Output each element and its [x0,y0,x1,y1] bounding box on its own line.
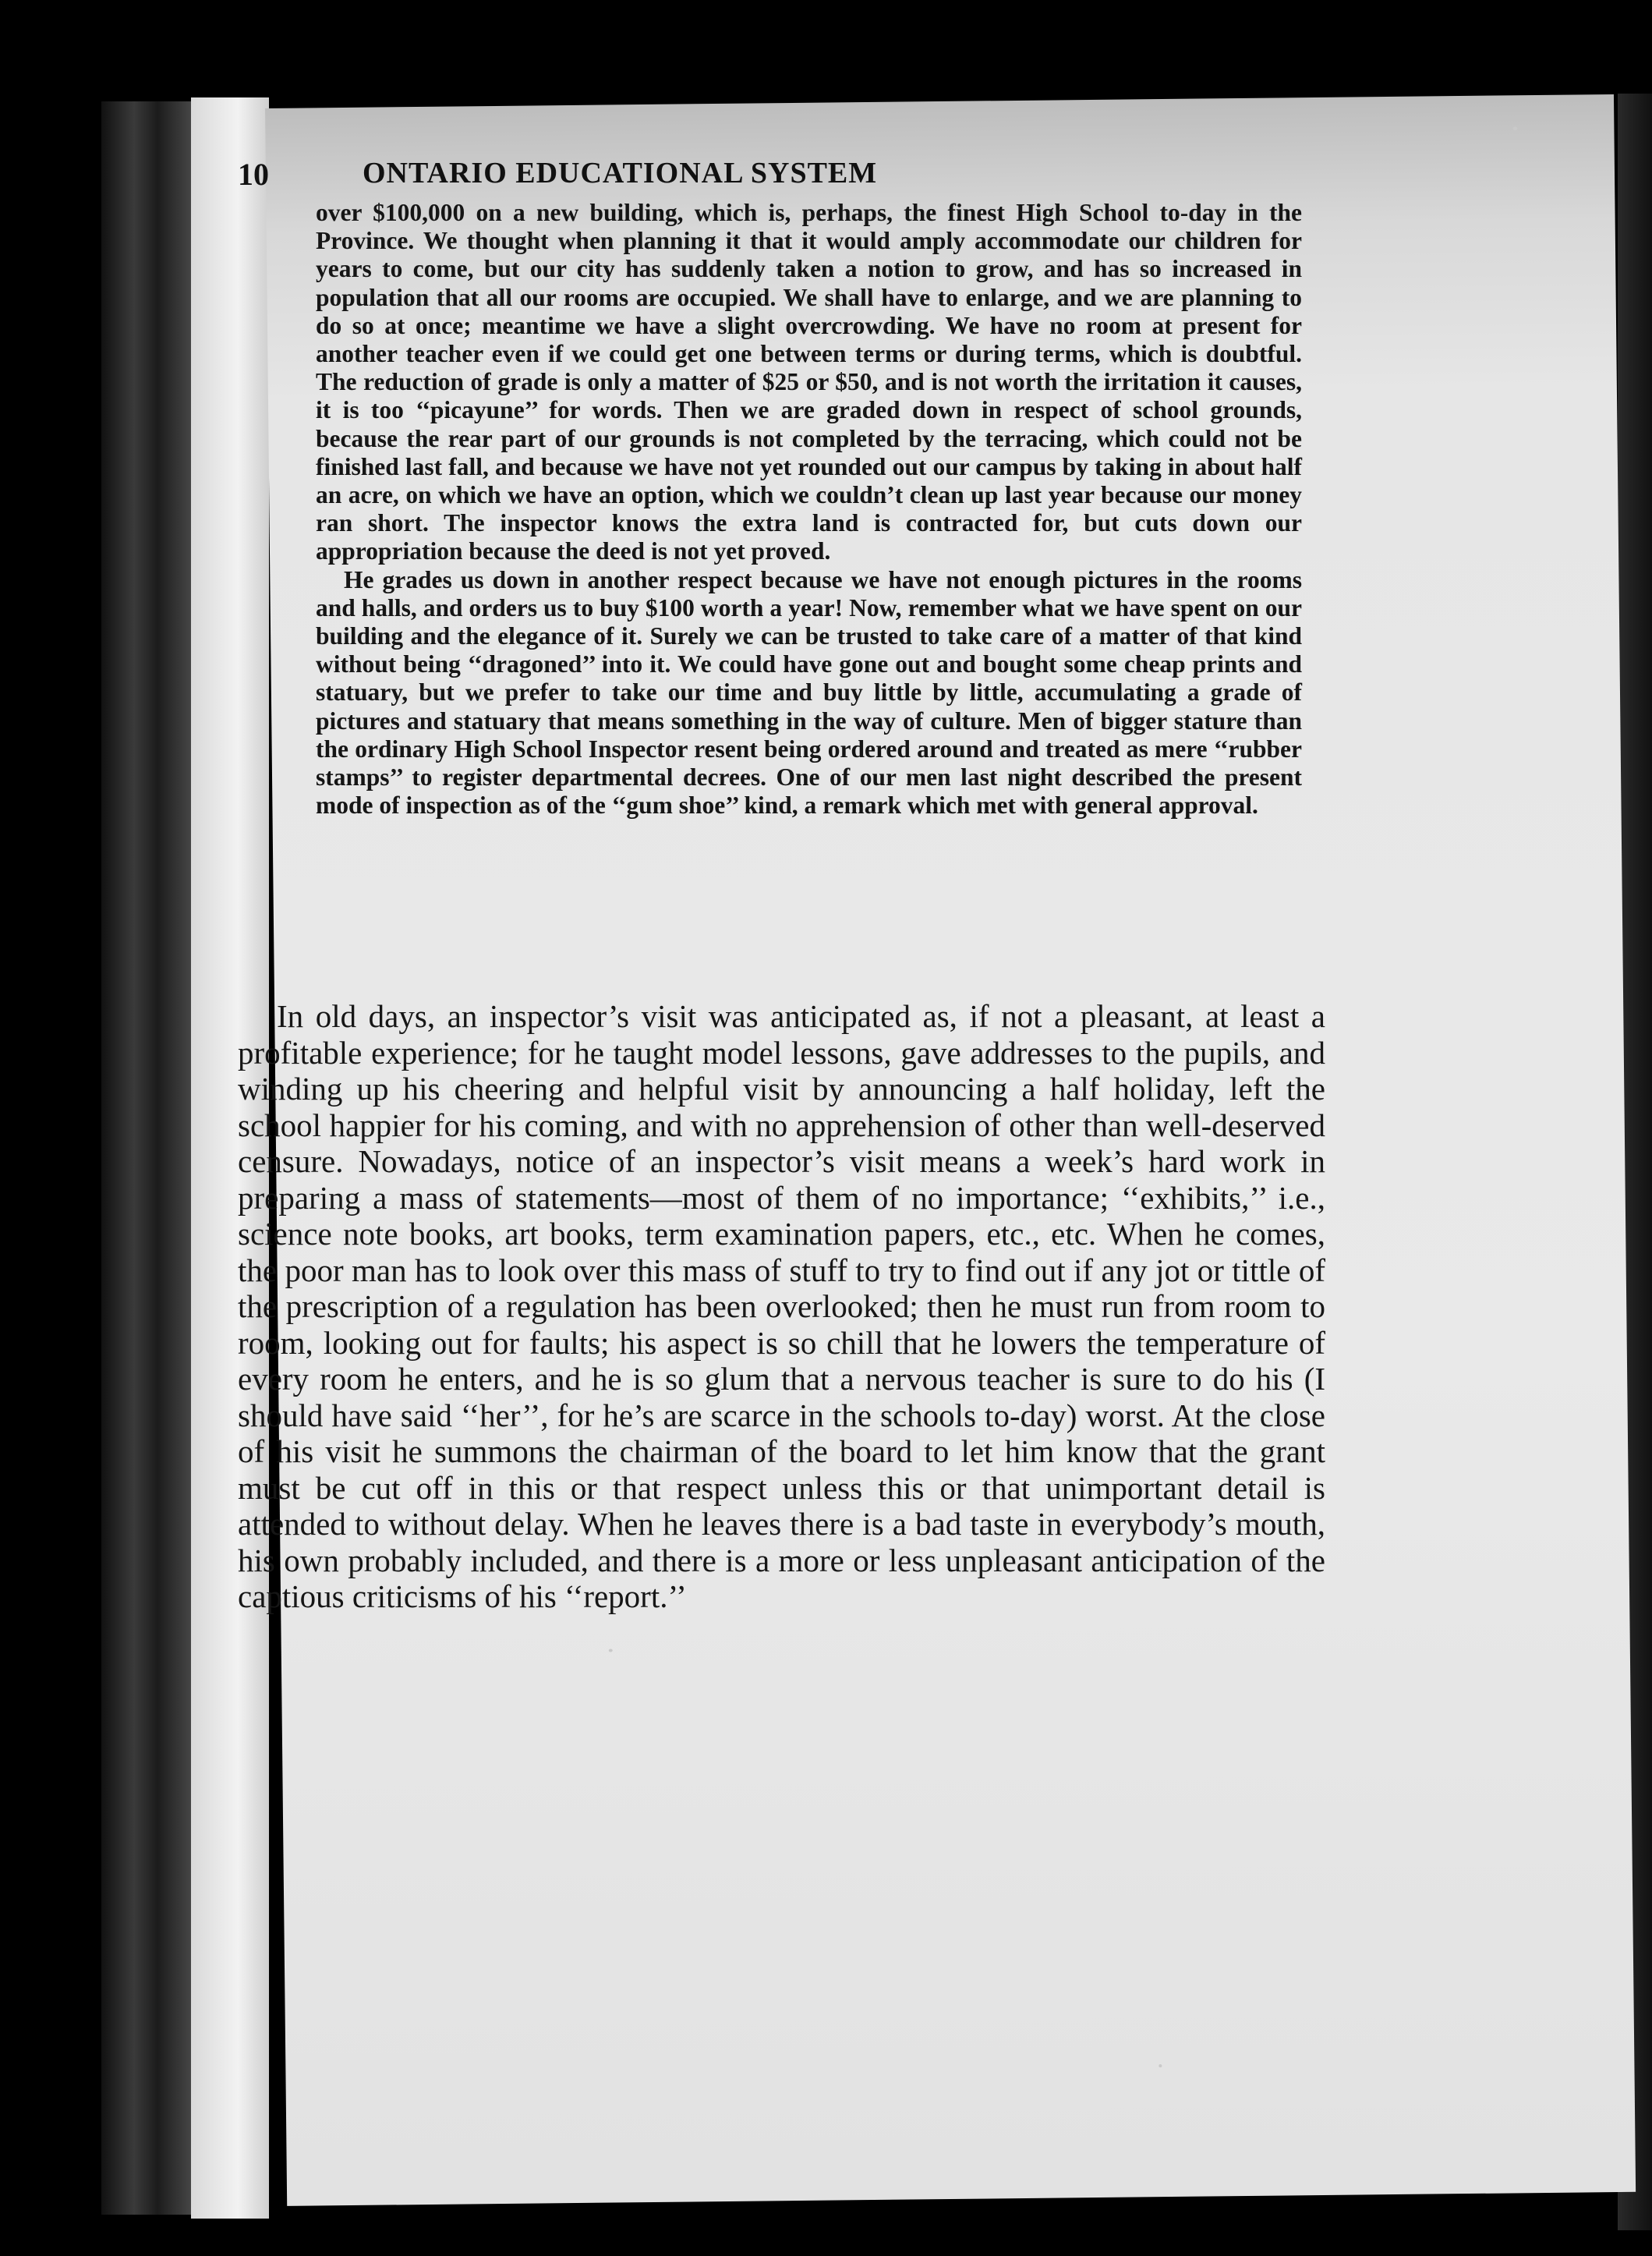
book-spine [101,101,195,2215]
page-number: 10 [238,157,269,192]
paper-speck [1159,2064,1162,2067]
paper-speck [1512,126,1517,130]
paper-speck [609,1649,613,1652]
body-paragraph: In old days, an inspector’s visit was anticipated as, if not a pleasant, at least a profitable experience; for he taught model lessons, gave addresses to the pupils, and winding up his cheering and helpful visit by announcing a half holiday, left the school happier for his coming, and with no apprehension of other than well-deserved censure. Nowadays, notice of an inspector’s visit means a week’s hard work in preparing a mass of statements—most of them of no importance; ‘‘exhibits,’’ i.e., science note books, art books, term examination papers, etc., etc. When he comes, the poor man has to look over this mass of stuff to try to find out if any jot or tittle of the prescription of a regulation has been overlooked; then he must run from room to room, looking out for faults; his aspect is so chill that he lowers the temperature of every room he enters, and he is so glum that a nervous teacher is sure to do his (I should have said ‘‘her’’, for he’s are scarce in the schools to-day) worst. At the close of his visit he summons the chairman of the board to let him know that the grant must be cut off in this or that respect unless this or that unimportant detail is attended to without delay. When he leaves there is a bad taste in everybody’s mouth, his own probably included, and there is a more or less unpleasant anticipation of the captious criticisms of his ‘‘report.’’ [238,998,1325,1614]
running-head: ONTARIO EDUCATIONAL SYSTEM [363,157,878,189]
quoted-letter [316,199,1302,820]
quote-paragraph: He grades us down in another respect because we have not enough pictures in the rooms and halls, and orders us to buy $100 worth a year! Now, remember what we have spent on our building and the elegance of it. Surely we can be trusted to take care of a matter of that kind without being ‘‘dragoned’’ into it. We could have gone out and bought some cheap prints and statuary, but we prefer to take our time and buy little by little, accumulating a grade of pictures and statuary that means something in the way of culture. Men of bigger stature than the ordinary High School Inspector resent being ordered around and treated as mere ‘‘rubber stamps’’ to register departmental decrees. One of our men last night described the present mode of inspection as of the ‘‘gum shoe’’ kind, a remark which met with general approval. [316,565,1302,820]
body-text [238,998,1325,1615]
quote-paragraph: over $100,000 on a new building, which is, perhaps, the finest High School to-day in the Province. We thought when planning it that it would amply accommodate our children for years to come, but our city has suddenly taken a notion to grow, and has so increased in population that all our rooms are occupied. We shall have to enlarge, and we are planning to do so at once; meantime we have a slight overcrowding. We have no room at present for another teacher even if we could get one between terms or during terms, which is doubtful. The reduction of grade is only a matter of $25 or $50, and is not worth the irritation it causes, it is too ‘‘picayune’’ for words. Then we are graded down in respect of school grounds, because the rear part of our grounds is not completed by the terracing, which could not be finished last fall, and because we have not yet rounded out our campus by taking in about half an acre, on which we have an option, which we couldn’t clean up last year because our money ran short. The inspector knows the extra land is contracted for, but cuts down our appropriation because the deed is not yet proved. [316,199,1302,565]
